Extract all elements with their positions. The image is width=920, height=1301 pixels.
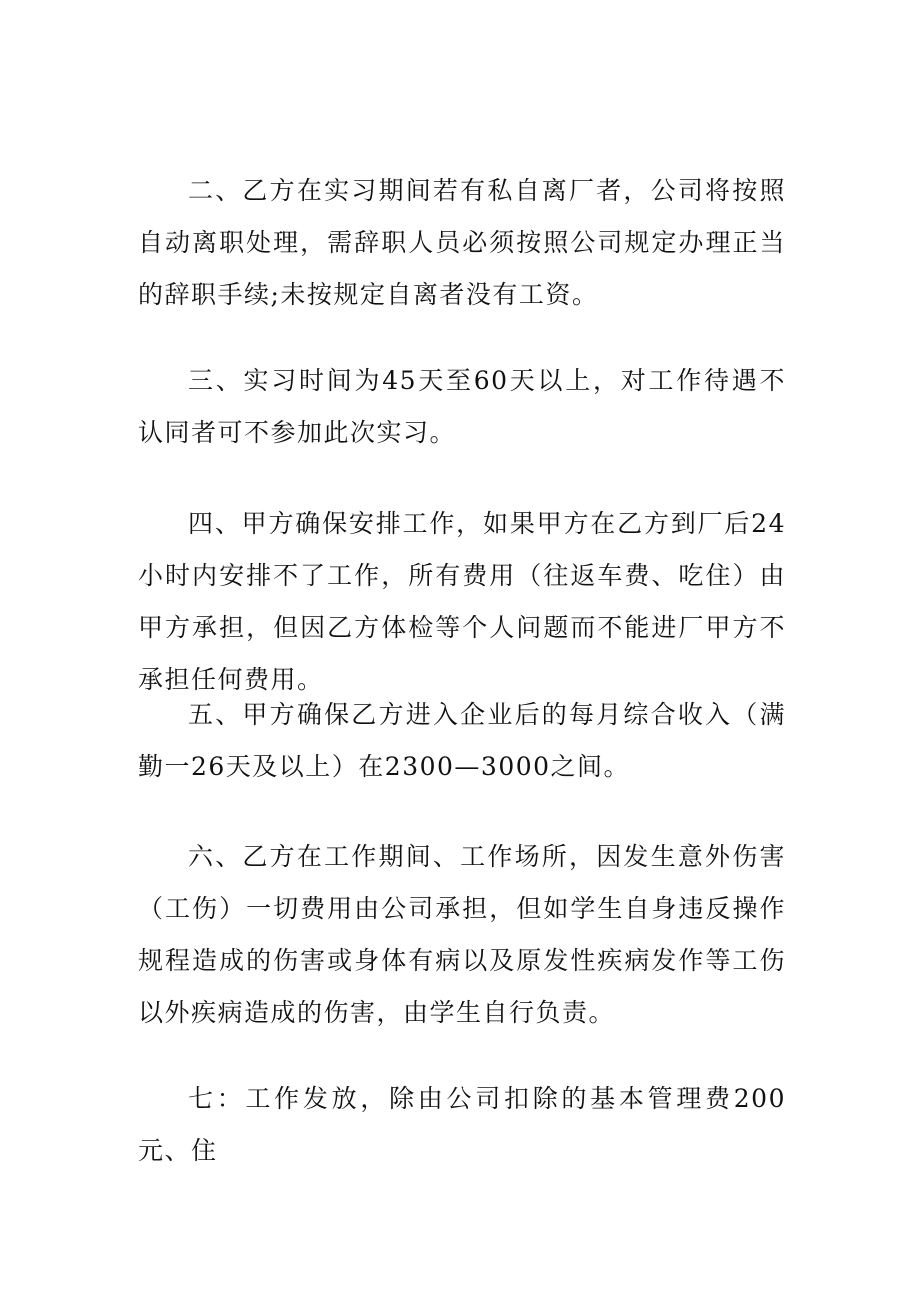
- clause-3-paragraph: 三、实习时间为45天至60天以上，对工作待遇不认同者可不参加此次实习。: [138, 366, 786, 447]
- clause-2-paragraph: 二、乙方在实习期间若有私自离厂者，公司将按照自动离职处理，需辞职人员必须按照公司规定办理正当的辞职手续;未按规定自离者没有工资。: [138, 176, 786, 309]
- clause-4-paragraph: 四、甲方确保安排工作，如果甲方在乙方到厂后24小时内安排不了工作，所有费用（往返车费、吃住）由甲方承担，但因乙方体检等个人问题而不能进厂甲方不承担任何费用。: [138, 509, 786, 694]
- clause-5-paragraph: 五、甲方确保乙方进入企业后的每月综合收入（满勤一26天及以上）在2300—3000之间。: [138, 700, 786, 781]
- clause-7-paragraph: 七：工作发放，除由公司扣除的基本管理费200元、住: [138, 1084, 786, 1165]
- clause-6-paragraph: 六、乙方在工作期间、工作场所，因发生意外伤害（工伤）一切费用由公司承担，但如学生自身违反操作规程造成的伤害或身体有病以及原发性疾病发作等工伤以外疾病造成的伤害，由学生自行负责。: [138, 842, 786, 1027]
